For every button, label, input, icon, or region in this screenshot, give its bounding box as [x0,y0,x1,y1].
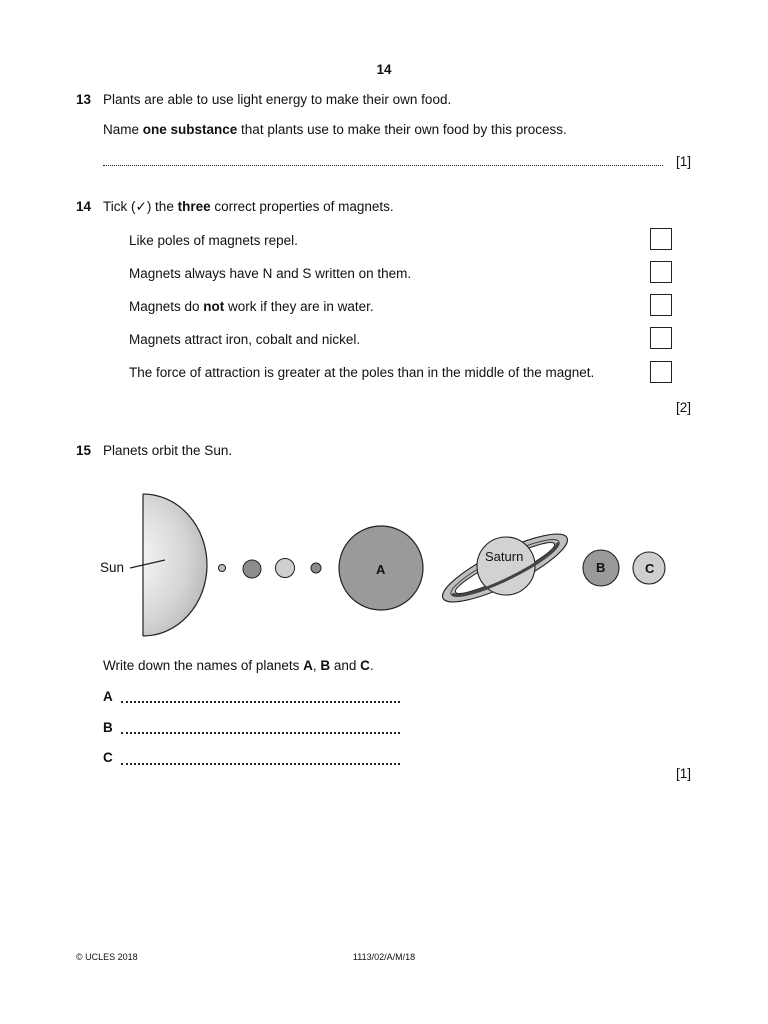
planet-earth [276,559,295,578]
q14-option-1: Like poles of magnets repel. [129,233,298,248]
footer-code: 1113/02/A/M/18 [352,952,416,962]
page-number: 14 [376,62,392,77]
planet-a-label: A [376,562,386,577]
q13-number: 13 [76,92,92,107]
q14-option-2: Magnets always have N and S written on them. [129,266,412,281]
footer-copyright: © UCLES 2018 [76,952,138,962]
planet-c-label: C [645,561,655,576]
q14-marks: [2] [676,400,692,415]
q13-line2: Name one substance that plants use to make their own food by this process. [103,122,567,137]
q13-line1: Plants are able to use light energy to make their own food. [103,92,452,107]
q14-option-5: The force of attraction is greater at the poles than in the middle of the magnet. [129,365,595,380]
answer-line-c[interactable] [121,763,400,765]
q14-option-4: Magnets attract iron, cobalt and nickel. [129,332,361,347]
saturn-label: Saturn [485,549,524,564]
answer-label-b: B [103,720,113,735]
planet-b-label: B [596,560,606,575]
answer-line-b[interactable] [121,732,400,734]
q14-stem: Tick (✓) the three correct properties of magnets. [103,199,394,214]
planet-mercury [219,565,226,572]
answer-label-c: C [103,750,113,765]
answer-line-a[interactable] [121,701,400,703]
planet-venus [243,560,261,578]
q13-marks: [1] [676,154,692,169]
sun-label: Sun [100,560,125,575]
q15-stem: Planets orbit the Sun. [103,443,233,458]
q14-option-3: Magnets do not work if they are in water. [129,299,374,314]
q14-number: 14 [76,199,92,214]
q15-marks: [1] [676,766,692,781]
sun-shape [79,494,207,636]
answer-label-a: A [103,689,113,704]
q15-number: 15 [76,443,92,458]
tick-icon: ✓ [135,199,147,214]
planet-mars [311,563,321,573]
q15-instruction: Write down the names of planets A, B and C. [103,658,374,673]
